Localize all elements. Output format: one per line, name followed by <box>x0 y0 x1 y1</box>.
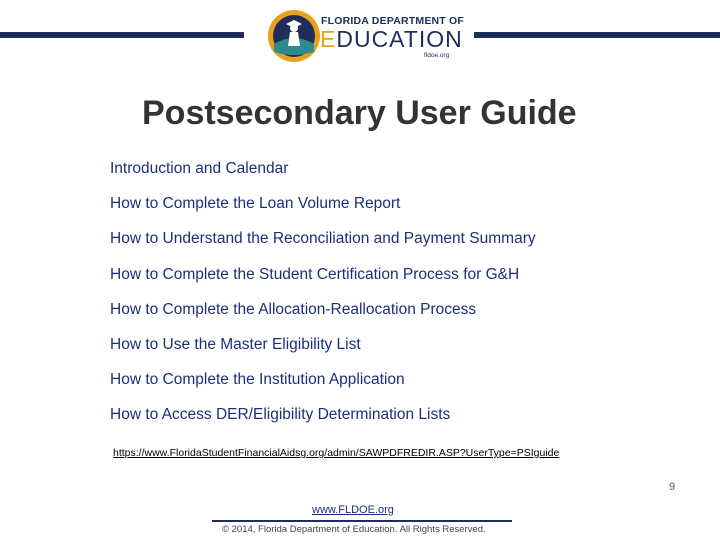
fldoe-website-link[interactable]: www.FLDOE.org <box>312 504 394 516</box>
graduate-seal-icon <box>266 8 322 64</box>
logo-top-text: FLORIDA DEPARTMENT OF <box>321 15 465 27</box>
guide-item-reconciliation-payment[interactable]: How to Understand the Reconciliation and Payment Summary <box>110 230 536 248</box>
guide-item-allocation-reallocation[interactable]: How to Complete the Allocation-Reallocation Process <box>110 300 477 318</box>
logo-main-rest: DUCATION <box>336 26 463 52</box>
logo-sub-text: fldoe.org <box>424 52 450 59</box>
logo-main-text <box>320 26 463 53</box>
logo-main-first-letter: E <box>320 26 337 52</box>
guide-item-loan-volume-report[interactable]: How to Complete the Loan Volume Report <box>110 195 401 213</box>
guide-item-der-eligibility-lists[interactable]: How to Access DER/Eligibility Determination Lists <box>110 406 451 424</box>
copyright-text: © 2014, Florida Department of Education. All Rights Reserved. <box>222 524 486 535</box>
guide-list <box>110 157 536 439</box>
page-number: 9 <box>669 481 676 493</box>
guide-item-introduction[interactable]: Introduction and Calendar <box>110 160 289 177</box>
header-rule-left <box>0 32 244 38</box>
fldoe-logo[interactable] <box>266 8 465 66</box>
header-rule-right <box>474 32 720 38</box>
guide-item-master-eligibility-list[interactable]: How to Use the Master Eligibility List <box>110 335 361 353</box>
slide-title: Postsecondary User Guide <box>142 94 577 132</box>
guide-item-student-certification[interactable]: How to Complete the Student Certification Process for G&H <box>110 265 520 283</box>
guide-item-institution-application[interactable]: How to Complete the Institution Application <box>110 371 405 389</box>
footer-divider <box>212 520 512 522</box>
guide-url-link[interactable]: https://www.FloridaStudentFinancialAidsg.org/admin/SAWPDFREDIR.ASP?UserType=PSIguide <box>113 447 560 459</box>
